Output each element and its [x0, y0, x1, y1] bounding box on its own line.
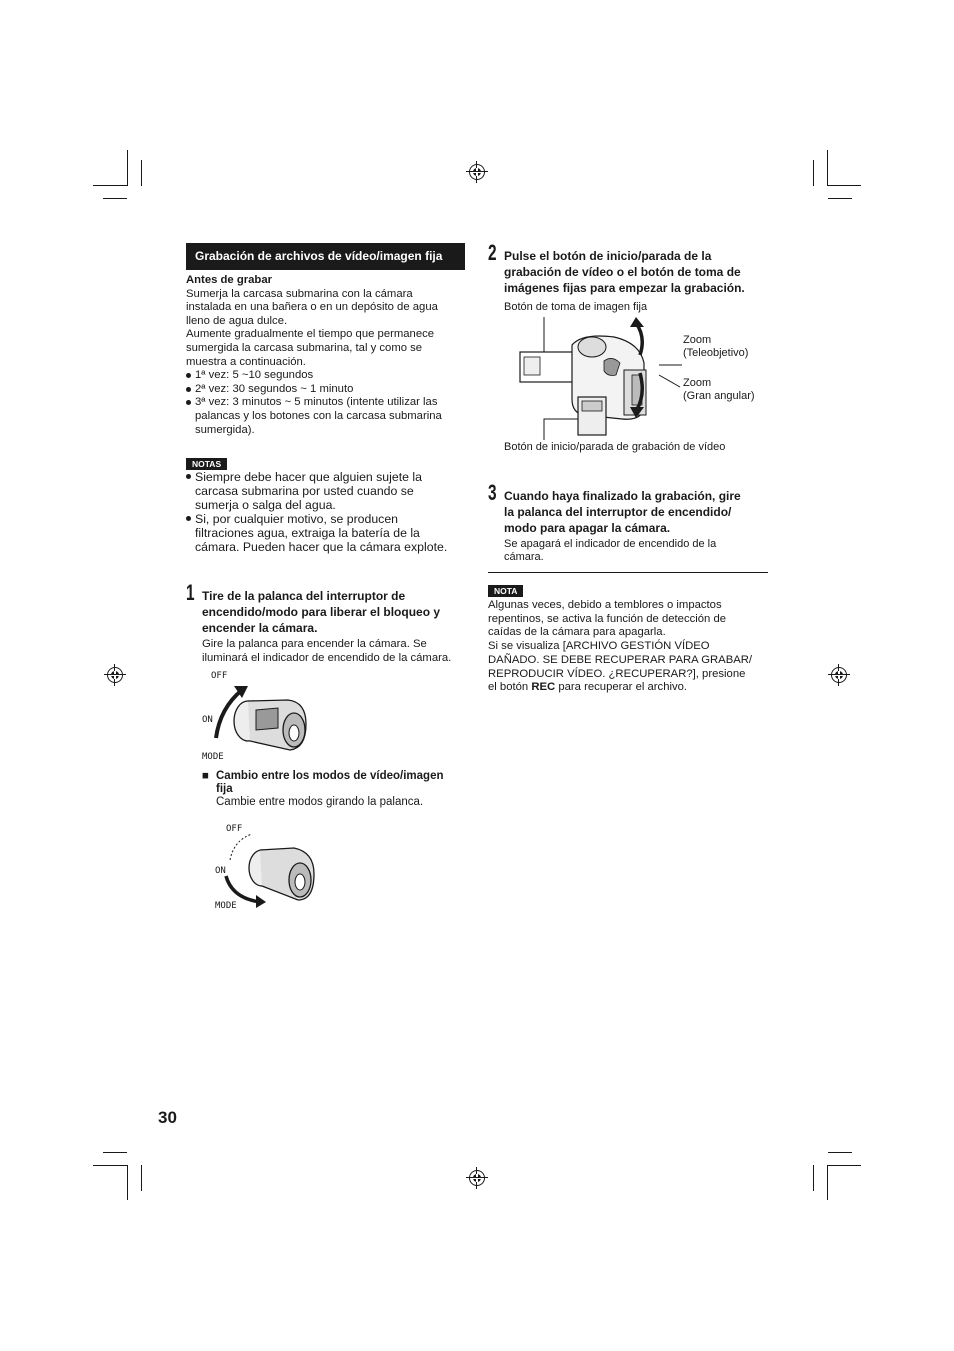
notes-badge: NOTAS: [186, 458, 227, 470]
lever2-mode-label: MODE: [215, 901, 237, 911]
step-title: Tire de la palanca del interruptor de encendido/modo para liberar el bloqueo y encender la cámara.: [202, 589, 441, 635]
rec-label: REC: [531, 681, 556, 694]
step-number: 2: [488, 240, 497, 265]
registration-mark-icon: [831, 667, 847, 683]
before-recording-heading: Antes de grabar: [186, 274, 273, 286]
subsection: ■ Cambio entre los modos de vídeo/imagen fija Cambie entre modos girando la palanca.: [202, 770, 444, 809]
step-number: 3: [488, 480, 497, 505]
before-recording: [186, 274, 471, 437]
list-item: 2ª vez: 30 segundos ~ 1 minuto: [186, 383, 471, 397]
text-line: sumergida la carcasa submarina, tal y como se: [186, 341, 423, 354]
text-line: Sumerja la carcasa submarina con la cámara: [186, 287, 413, 300]
lever-off-label: OFF: [211, 671, 228, 681]
text-line: instalada en una bañera o en un depósito de agua: [186, 301, 438, 314]
step-title: Pulse el botón de inicio/parada de la grabación de vídeo o el botón de toma de imágenes fijas para empezar la grabación.: [504, 249, 745, 295]
registration-mark-icon: [107, 667, 123, 683]
note-text: Algunas veces, debido a temblores o impactos repentinos, se activa la función de detección de caídas de la cámara para apagarla. Si se visualiza [ARCHIVO GESTIÓN VÍDEO DAÑADO. SE DEBE RECUPERAR PARA GRABAR/ REPRODUCIR VÍDEO. ¿RECUPERAR?], presione el botón REC para recuperar el archivo.: [488, 599, 753, 694]
section-title: Grabación de archivos de vídeo/imagen fija: [186, 243, 465, 270]
record-button-label: Botón de inicio/parada de grabación de vídeo: [504, 441, 726, 453]
divider: [488, 572, 768, 573]
square-bullet-icon: ■: [202, 770, 209, 782]
list-item: Si, por cualquier motivo, se producen filtraciones agua, extraiga la batería de la cámara. Pueden hacer que la cámara explote.: [186, 512, 476, 554]
lever-on-label: ON: [202, 715, 213, 725]
lever-mode-label: MODE: [202, 752, 224, 762]
step-title: Cuando haya finalizado la grabación, gire la palanca del interruptor de encendido/ modo para apagar la cámara.: [504, 489, 741, 535]
zoom-wide-label: Zoom (Gran angular): [683, 377, 755, 403]
zoom-tele-label: Zoom (Teleobjetivo): [683, 334, 749, 360]
lever-mode-illustration: [212, 820, 322, 912]
registration-mark-icon: [469, 164, 485, 180]
list-item: 3ª vez: 3 minutos ~ 5 minutos (intente utilizar las palancas y los botones con la carcasa submarina sumergida).: [186, 396, 471, 437]
registration-mark-icon: [469, 1170, 485, 1186]
lever2-off-label: OFF: [226, 824, 243, 834]
step-body: Se apagará el indicador de encendido de la cámara.: [504, 538, 717, 564]
page-number: 30: [158, 1108, 177, 1127]
lever-illustration: [198, 668, 318, 763]
still-button-label: Botón de toma de imagen fija: [504, 301, 648, 313]
notes-list: [186, 470, 476, 554]
text-line: Aumente gradualmente el tiempo que permanece: [186, 328, 435, 341]
text-line: lleno de agua dulce.: [186, 314, 288, 327]
text-line: muestra a continuación.: [186, 355, 306, 368]
note-badge: NOTA: [488, 585, 523, 597]
list-item: Siempre debe hacer que alguien sujete la carcasa submarina por usted cuando se sumerja o salga del agua.: [186, 470, 476, 512]
step-body: Gire la palanca para encender la cámara. Se iluminará el indicador de encendido de la cámara.: [202, 638, 452, 664]
step-number: 1: [186, 580, 195, 605]
list-item: 1ª vez: 5 ~10 segundos: [186, 369, 471, 383]
camera-housing-illustration: [504, 315, 684, 440]
lever2-on-label: ON: [215, 866, 226, 876]
